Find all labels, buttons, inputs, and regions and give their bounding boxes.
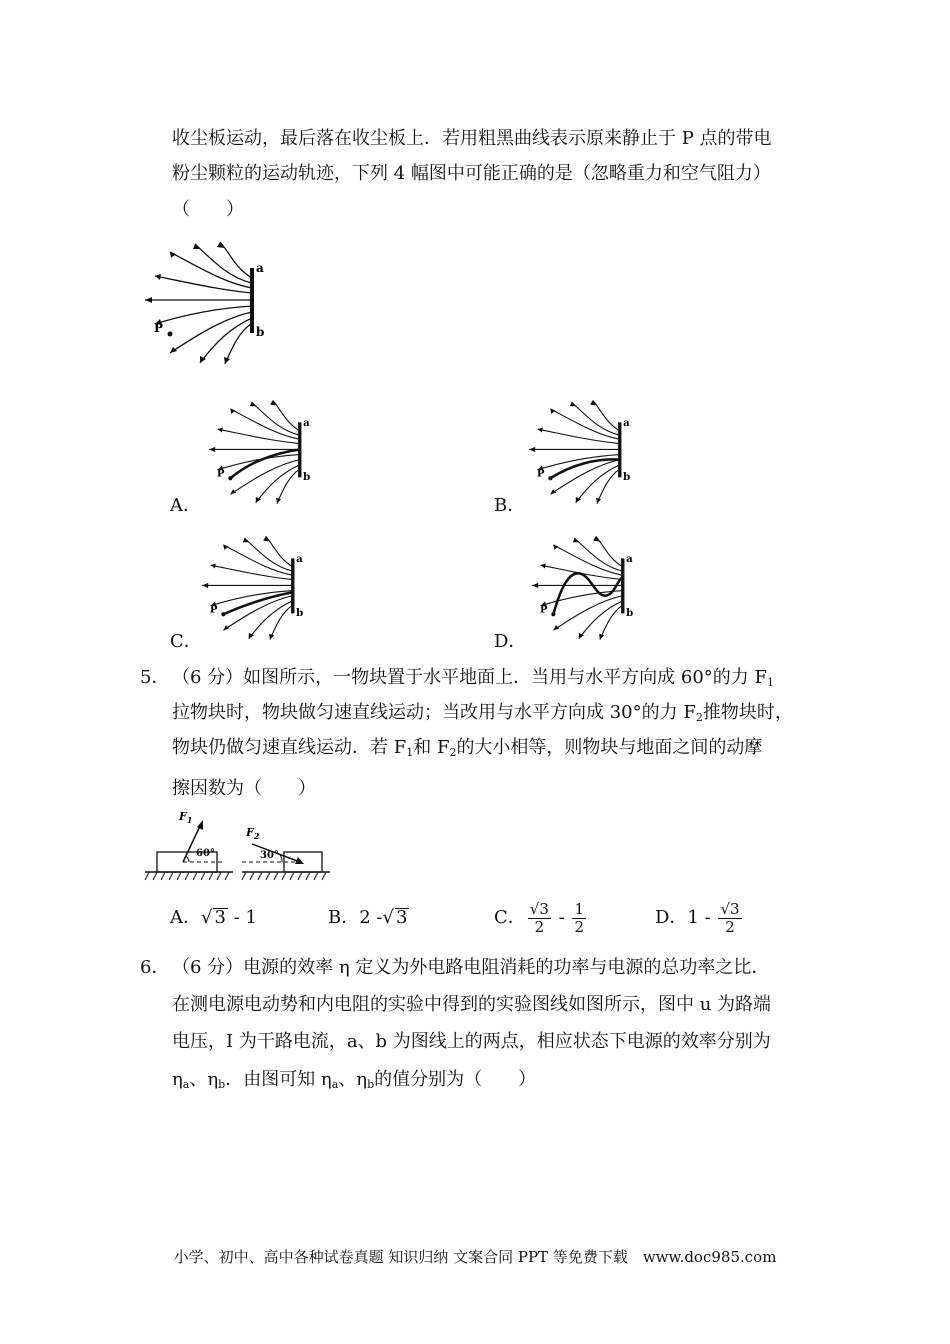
q5-option-b[interactable]: B．2 -√ 3 bbox=[328, 907, 408, 928]
q6-text-line3: 电压，I 为干路电流，a、b 为图线上的两点，相应状态下电源的效率分别为 bbox=[172, 1031, 771, 1052]
label-b: b bbox=[623, 470, 631, 483]
label-b: b bbox=[626, 606, 634, 619]
main-field-figure bbox=[140, 238, 270, 368]
q5-text-line2: 拉物块时，物块做匀速直线运动；当改用与水平方向成 30°的力 $F_2$推物块时， bbox=[172, 702, 793, 724]
label-b: b bbox=[296, 606, 304, 619]
q5-force-diagram-f2 bbox=[242, 808, 332, 883]
q4-option-d-figure[interactable] bbox=[528, 533, 638, 643]
label-a: a bbox=[626, 552, 633, 565]
q6-text-line4: $\eta_a$、$\eta_b$．由图可知 $\eta_a$、$\eta_b$的值分别为（ ） bbox=[172, 1069, 537, 1091]
q5-option-a[interactable]: A．√ 3 - 1 bbox=[170, 907, 257, 928]
angle-60-label: 60° bbox=[196, 848, 215, 859]
label-p: P bbox=[209, 603, 218, 616]
label-p: P bbox=[216, 467, 225, 480]
label-a: a bbox=[303, 416, 310, 429]
q4-option-b-figure[interactable] bbox=[525, 397, 635, 507]
q4-option-d-label[interactable]: D． bbox=[494, 631, 527, 652]
page-footer: 小学、初中、高中各种试卷真题 知识归纳 文案合同 PPT 等免费下载 www.doc985.com bbox=[173, 1248, 777, 1266]
q4-option-c-label[interactable]: C． bbox=[170, 631, 202, 652]
q5-text-line3: 物块仍做匀速直线运动．若 $F_1$和 $F_2$的大小相等，则物块与地面之间的动摩 bbox=[172, 737, 763, 759]
q5-text-line4: 擦因数为（ ） bbox=[172, 778, 316, 799]
q5-force-diagram-f1 bbox=[145, 808, 235, 883]
q4-option-b-label[interactable]: B． bbox=[494, 495, 526, 516]
q6-text-line1: （6 分）电源的效率 η 定义为外电路电阻消耗的功率与电源的总功率之比． bbox=[172, 957, 770, 978]
label-a: a bbox=[256, 261, 264, 275]
q4-option-a-figure[interactable] bbox=[205, 397, 315, 507]
q6-text-line2: 在测电源电动势和内电阻的实验中得到的实验图线如图所示，图中 u 为路端 bbox=[172, 994, 772, 1015]
q4-text-line2: 粉尘颗粒的运动轨迹，下列 4 幅图中可能正确的是（忽略重力和空气阻力） bbox=[172, 163, 771, 184]
q4-text-line1: 收尘板运动，最后落在收尘板上．若用粗黑曲线表示原来静止于 P 点的带电 bbox=[172, 128, 772, 149]
angle-30-label: 30° bbox=[260, 850, 279, 861]
q6-number: 6． bbox=[140, 957, 170, 978]
label-b: b bbox=[303, 470, 311, 483]
f1-label: $F_1$ bbox=[179, 810, 193, 825]
f2-label: $F_2$ bbox=[246, 826, 260, 841]
label-p: P bbox=[539, 603, 548, 616]
label-p: P bbox=[536, 467, 545, 480]
q4-option-a-label[interactable]: A． bbox=[170, 495, 201, 516]
q4-option-c-figure[interactable] bbox=[198, 533, 308, 643]
q5-option-d[interactable]: D．1 - $\frac{√3}{2}$ bbox=[655, 899, 740, 936]
q5-text-line1: （6 分）如图所示，一物块置于水平地面上．当用与水平方向成 60°的力 $F_1$ bbox=[172, 667, 775, 689]
q4-text-line3: （ ） bbox=[172, 199, 244, 220]
label-p: P bbox=[154, 321, 164, 335]
q5-option-c[interactable]: C． $\frac{√3}{2}$ - $\frac{1}{2}$ bbox=[494, 899, 584, 936]
label-a: a bbox=[296, 552, 303, 565]
q5-number: 5． bbox=[140, 667, 170, 688]
label-a: a bbox=[623, 416, 630, 429]
label-b: b bbox=[256, 325, 265, 339]
